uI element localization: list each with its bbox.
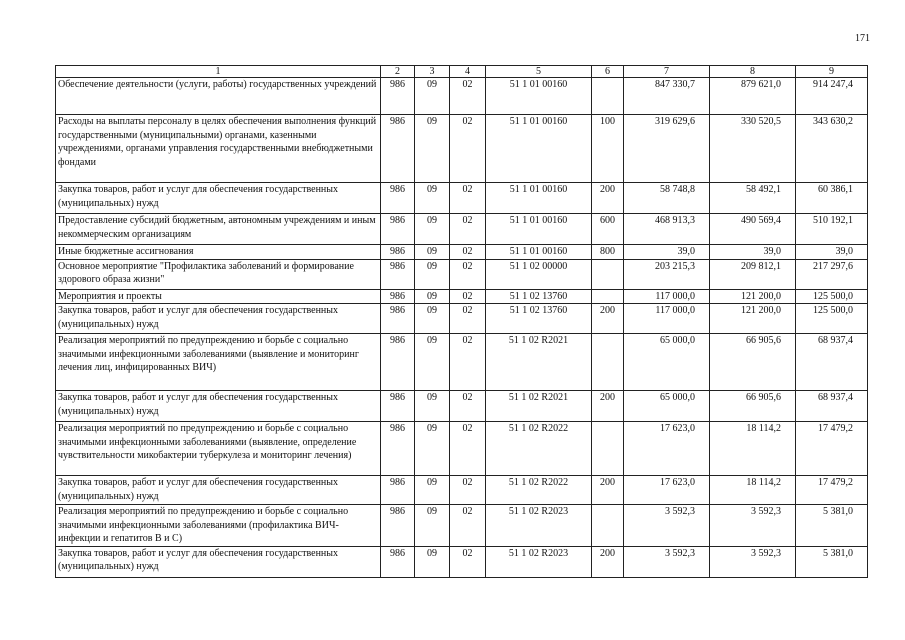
row-amount-col8: 58 492,1 — [710, 183, 796, 214]
row-amount-col7: 17 623,0 — [624, 476, 710, 505]
row-amount-col8: 18 114,2 — [710, 422, 796, 476]
row-code-gr: 986 — [381, 214, 415, 245]
row-code-gr: 986 — [381, 245, 415, 260]
row-name: Основное мероприятие "Профилактика заболеваний и формирование здорового образа жизни" — [56, 259, 381, 289]
table-row — [56, 304, 868, 334]
row-name: Мероприятия и проекты — [56, 289, 381, 304]
row-code-vr: 200 — [592, 546, 624, 577]
column-header-6: 6 — [592, 66, 624, 78]
row-code-csr: 51 1 01 00160 — [486, 245, 592, 260]
column-header-9: 9 — [796, 66, 868, 78]
row-amount-col7: 203 215,3 — [624, 259, 710, 289]
row-code-vr — [592, 289, 624, 304]
table-row — [56, 289, 868, 304]
row-amount-col9: 510 192,1 — [796, 214, 868, 245]
row-amount-col7: 117 000,0 — [624, 304, 710, 334]
row-code-rz: 09 — [415, 245, 450, 260]
row-code-rz: 09 — [415, 505, 450, 547]
row-code-csr: 51 1 02 13760 — [486, 289, 592, 304]
row-code-gr: 986 — [381, 505, 415, 547]
row-code-vr — [592, 78, 624, 115]
row-code-csr: 51 1 02 00000 — [486, 259, 592, 289]
row-amount-col7: 3 592,3 — [624, 546, 710, 577]
page-number: 171 — [855, 33, 870, 44]
row-code-vr — [592, 334, 624, 391]
row-code-pr: 02 — [450, 546, 486, 577]
row-code-pr: 02 — [450, 183, 486, 214]
row-name: Реализация мероприятий по предупреждению и борьбе с социально значимыми инфекционными заболеваниями (выявление и мониторинг лечения лиц, инфицированных ВИЧ) — [56, 334, 381, 391]
table-row — [56, 546, 868, 577]
column-header-7: 7 — [624, 66, 710, 78]
row-amount-col8: 879 621,0 — [710, 78, 796, 115]
row-amount-col7: 39,0 — [624, 245, 710, 260]
row-code-csr: 51 1 02 R2022 — [486, 422, 592, 476]
column-header-5: 5 — [486, 66, 592, 78]
row-code-vr: 200 — [592, 183, 624, 214]
row-code-pr: 02 — [450, 214, 486, 245]
row-code-csr: 51 1 02 R2023 — [486, 546, 592, 577]
row-code-gr: 986 — [381, 115, 415, 183]
budget-table — [55, 65, 868, 578]
budget-table-body — [56, 66, 868, 578]
row-name: Иные бюджетные ассигнования — [56, 245, 381, 260]
row-code-rz: 09 — [415, 546, 450, 577]
row-code-rz: 09 — [415, 115, 450, 183]
row-name: Реализация мероприятий по предупреждению и борьбе с социально значимыми инфекционными заболеваниями (выявление, определение чувствительности микобактерии туберкулеза и мониторинг лечения) — [56, 422, 381, 476]
table-row — [56, 78, 868, 115]
table-row — [56, 214, 868, 245]
row-code-gr: 986 — [381, 391, 415, 422]
row-code-rz: 09 — [415, 422, 450, 476]
row-code-vr: 200 — [592, 476, 624, 505]
row-amount-col8: 3 592,3 — [710, 505, 796, 547]
row-code-csr: 51 1 01 00160 — [486, 115, 592, 183]
row-code-csr: 51 1 01 00160 — [486, 183, 592, 214]
row-code-pr: 02 — [450, 422, 486, 476]
row-amount-col7: 468 913,3 — [624, 214, 710, 245]
row-code-csr: 51 1 02 13760 — [486, 304, 592, 334]
row-amount-col8: 121 200,0 — [710, 289, 796, 304]
row-name: Закупка товаров, работ и услуг для обеспечения государственных (муниципальных) нужд — [56, 391, 381, 422]
row-code-vr: 800 — [592, 245, 624, 260]
row-code-pr: 02 — [450, 391, 486, 422]
row-amount-col9: 5 381,0 — [796, 505, 868, 547]
row-code-csr: 51 1 02 R2022 — [486, 476, 592, 505]
row-amount-col9: 17 479,2 — [796, 476, 868, 505]
table-row — [56, 183, 868, 214]
row-amount-col9: 68 937,4 — [796, 334, 868, 391]
row-code-pr: 02 — [450, 289, 486, 304]
row-amount-col9: 914 247,4 — [796, 78, 868, 115]
row-amount-col9: 343 630,2 — [796, 115, 868, 183]
table-row — [56, 505, 868, 547]
row-amount-col8: 121 200,0 — [710, 304, 796, 334]
row-name: Закупка товаров, работ и услуг для обеспечения государственных (муниципальных) нужд — [56, 476, 381, 505]
row-code-pr: 02 — [450, 78, 486, 115]
row-code-rz: 09 — [415, 183, 450, 214]
row-amount-col8: 3 592,3 — [710, 546, 796, 577]
row-code-gr: 986 — [381, 422, 415, 476]
row-amount-col7: 117 000,0 — [624, 289, 710, 304]
row-amount-col8: 18 114,2 — [710, 476, 796, 505]
row-code-pr: 02 — [450, 245, 486, 260]
row-name: Предоставление субсидий бюджетным, автономным учреждениям и иным некоммерческим организациям — [56, 214, 381, 245]
row-code-gr: 986 — [381, 476, 415, 505]
row-amount-col8: 209 812,1 — [710, 259, 796, 289]
row-code-vr: 100 — [592, 115, 624, 183]
row-amount-col9: 39,0 — [796, 245, 868, 260]
row-code-rz: 09 — [415, 289, 450, 304]
row-code-pr: 02 — [450, 334, 486, 391]
row-amount-col9: 68 937,4 — [796, 391, 868, 422]
row-amount-col9: 60 386,1 — [796, 183, 868, 214]
row-name: Обеспечение деятельности (услуги, работы) государственных учреждений — [56, 78, 381, 115]
row-code-rz: 09 — [415, 259, 450, 289]
row-code-csr: 51 1 02 R2023 — [486, 505, 592, 547]
row-code-rz: 09 — [415, 476, 450, 505]
column-header-2: 2 — [381, 66, 415, 78]
row-code-pr: 02 — [450, 115, 486, 183]
row-name: Закупка товаров, работ и услуг для обеспечения государственных (муниципальных) нужд — [56, 304, 381, 334]
row-code-gr: 986 — [381, 304, 415, 334]
row-amount-col8: 66 905,6 — [710, 334, 796, 391]
row-name: Закупка товаров, работ и услуг для обеспечения государственных (муниципальных) нужд — [56, 546, 381, 577]
column-header-1: 1 — [56, 66, 381, 78]
row-amount-col7: 58 748,8 — [624, 183, 710, 214]
row-code-csr: 51 1 01 00160 — [486, 78, 592, 115]
row-code-vr — [592, 422, 624, 476]
row-code-rz: 09 — [415, 391, 450, 422]
row-code-vr: 200 — [592, 304, 624, 334]
row-code-rz: 09 — [415, 78, 450, 115]
row-amount-col9: 125 500,0 — [796, 289, 868, 304]
row-amount-col7: 319 629,6 — [624, 115, 710, 183]
header-row — [56, 66, 868, 78]
row-code-pr: 02 — [450, 304, 486, 334]
row-code-vr: 200 — [592, 391, 624, 422]
row-amount-col8: 39,0 — [710, 245, 796, 260]
row-code-vr — [592, 259, 624, 289]
row-amount-col7: 65 000,0 — [624, 391, 710, 422]
table-row — [56, 391, 868, 422]
column-header-3: 3 — [415, 66, 450, 78]
table-row — [56, 334, 868, 391]
column-header-4: 4 — [450, 66, 486, 78]
row-code-gr: 986 — [381, 183, 415, 214]
row-code-gr: 986 — [381, 259, 415, 289]
row-code-gr: 986 — [381, 289, 415, 304]
row-code-csr: 51 1 02 R2021 — [486, 334, 592, 391]
table-row — [56, 259, 868, 289]
row-code-gr: 986 — [381, 334, 415, 391]
row-amount-col9: 217 297,6 — [796, 259, 868, 289]
row-amount-col7: 17 623,0 — [624, 422, 710, 476]
row-amount-col9: 17 479,2 — [796, 422, 868, 476]
row-amount-col8: 330 520,5 — [710, 115, 796, 183]
row-name: Закупка товаров, работ и услуг для обеспечения государственных (муниципальных) нужд — [56, 183, 381, 214]
row-name: Расходы на выплаты персоналу в целях обеспечения выполнения функций государственными (муниципальными) органами, казенными учреждениями, органами управления государственными внебюджетными фондами — [56, 115, 381, 183]
row-amount-col7: 847 330,7 — [624, 78, 710, 115]
row-code-gr: 986 — [381, 78, 415, 115]
column-header-8: 8 — [710, 66, 796, 78]
row-amount-col7: 3 592,3 — [624, 505, 710, 547]
table-row — [56, 115, 868, 183]
row-code-pr: 02 — [450, 259, 486, 289]
row-code-rz: 09 — [415, 334, 450, 391]
row-amount-col7: 65 000,0 — [624, 334, 710, 391]
row-amount-col8: 490 569,4 — [710, 214, 796, 245]
row-amount-col8: 66 905,6 — [710, 391, 796, 422]
row-code-csr: 51 1 01 00160 — [486, 214, 592, 245]
row-amount-col9: 5 381,0 — [796, 546, 868, 577]
row-amount-col9: 125 500,0 — [796, 304, 868, 334]
row-code-pr: 02 — [450, 505, 486, 547]
row-code-pr: 02 — [450, 476, 486, 505]
row-code-vr: 600 — [592, 214, 624, 245]
row-name: Реализация мероприятий по предупреждению и борьбе с социально значимыми инфекционными заболеваниями (профилактика ВИЧ-инфекции и гепатитов В и С) — [56, 505, 381, 547]
table-row — [56, 476, 868, 505]
row-code-gr: 986 — [381, 546, 415, 577]
row-code-rz: 09 — [415, 304, 450, 334]
row-code-rz: 09 — [415, 214, 450, 245]
table-row — [56, 422, 868, 476]
row-code-vr — [592, 505, 624, 547]
row-code-csr: 51 1 02 R2021 — [486, 391, 592, 422]
table-row — [56, 245, 868, 260]
